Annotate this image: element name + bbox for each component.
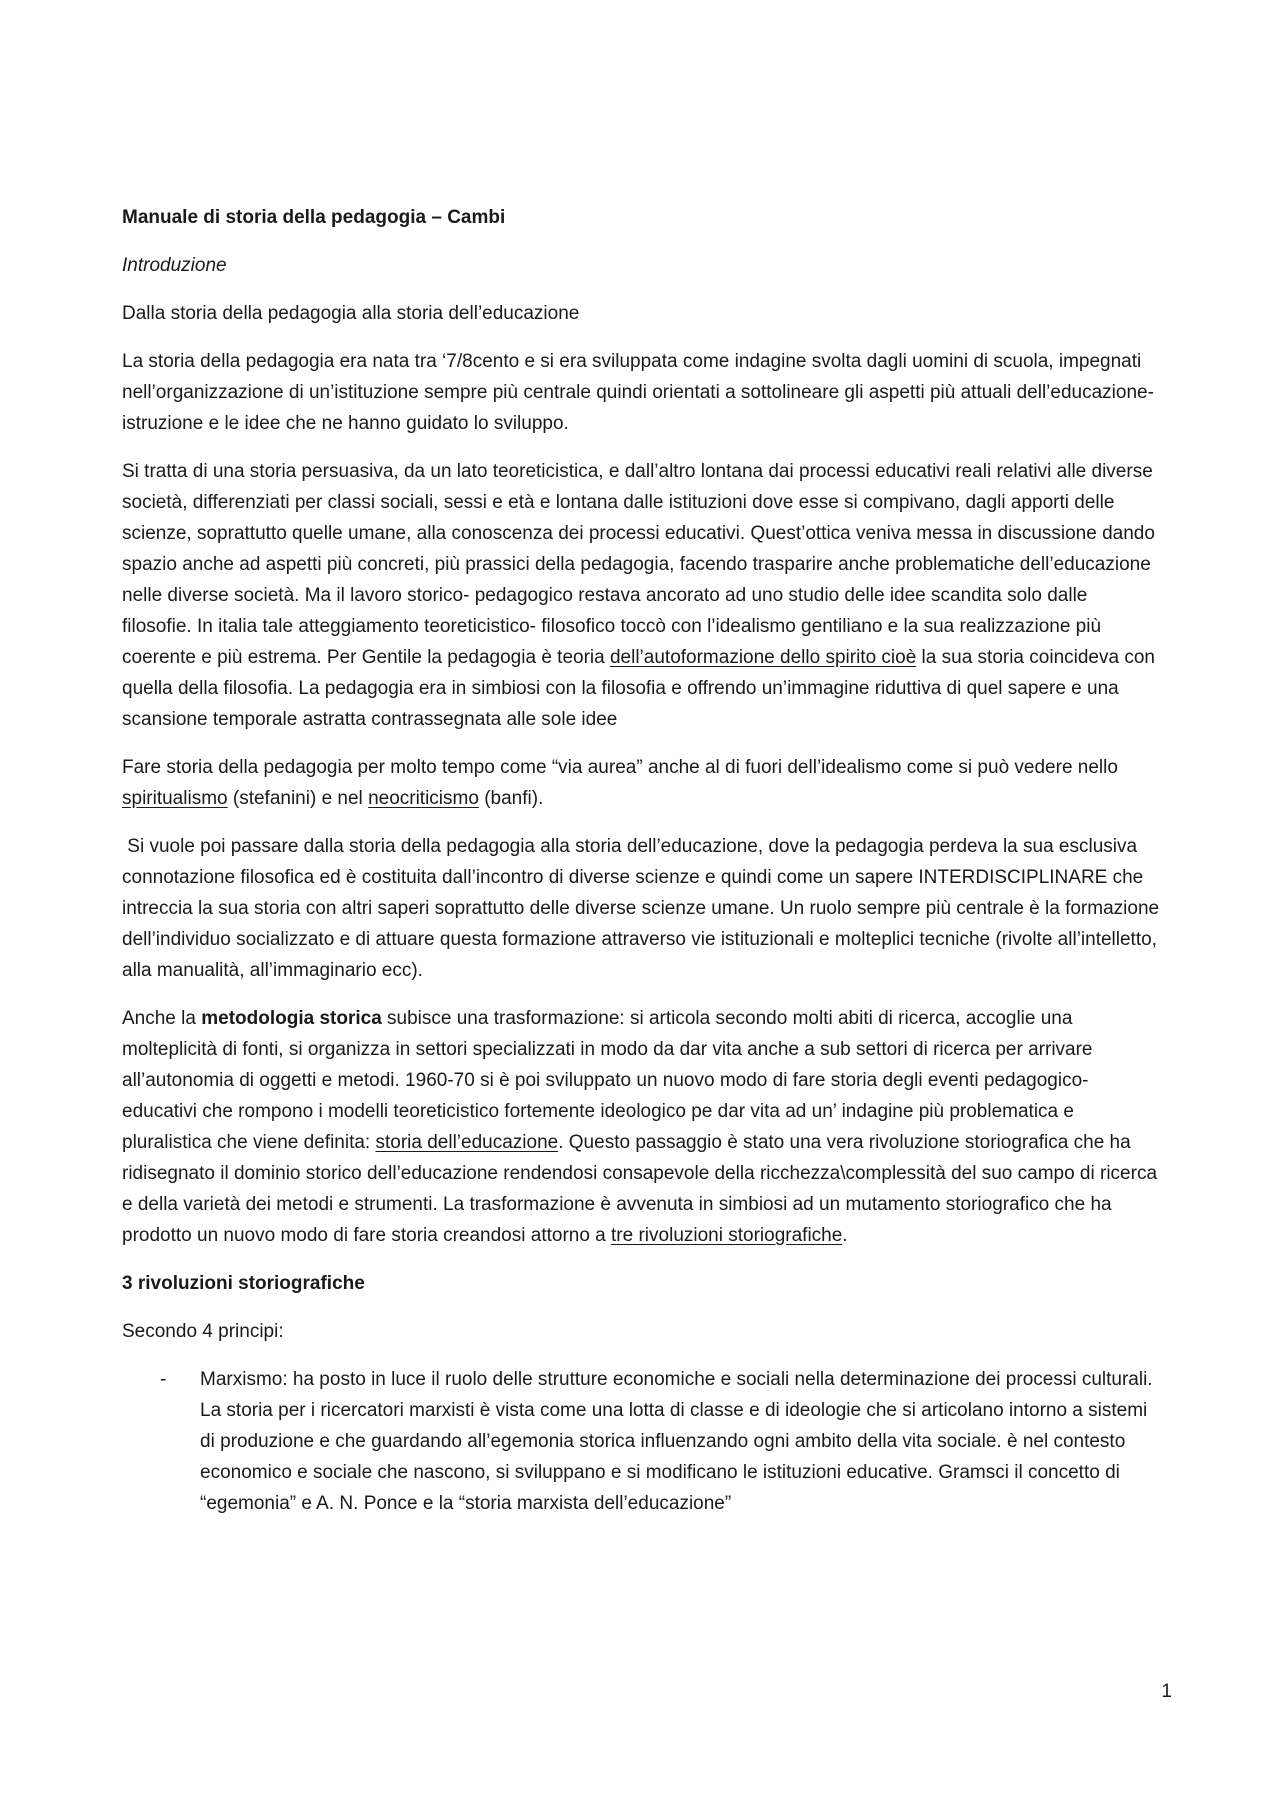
bold-term-metodologia: metodologia storica — [201, 1008, 382, 1029]
document-body — [122, 202, 1165, 1519]
paragraph-2-text-b: la sua storia coincideva con quella della filosofia. La pedagogia era in simbiosi con la filosofia e offrendo un’immagine riduttiva di quel sapere e una scansione temporale astratta contrassegnata alle sole idee — [122, 647, 1155, 730]
paragraph-6: Secondo 4 principi: — [122, 1321, 284, 1342]
paragraph-5-text-d: . — [842, 1225, 848, 1246]
list-item-text: Marxismo: ha posto in luce il ruolo delle strutture economiche e sociali nella determinazione dei processi culturali. La storia per i ricercatori marxisti è vista come una lotta di classe e di ideologie che si articolano intorno a sistemi di produzione e che guardando all’egemonia storica influenzando ogni ambito della vita sociale. è nel contesto economico e sociale che nascono, si sviluppano e si modificano le istituzioni educative. Gramsci il concetto di “egemonia” e A. N. Ponce e la “storia marxista dell’educazione” — [200, 1369, 1153, 1514]
paragraph-1: La storia della pedagogia era nata tra ‘7/8cento e si era sviluppata come indagine svolta dagli uomini di scuola, impegnati nell’organizzazione di un’istituzione sempre più centrale quindi orientati a sottolineare gli aspetti più attuali dell’educazione-istruzione e le idee che ne hanno guidato lo sviluppo. — [122, 351, 1154, 434]
paragraph-3 — [122, 752, 1162, 814]
subheading-rivoluzioni: 3 rivoluzioni storiografiche — [122, 1273, 365, 1294]
paragraph-5-text-a: Anche la — [122, 1008, 202, 1029]
paragraph-4: Si vuole poi passare dalla storia della pedagogia alla storia dell’educazione, dove la pedagogia perdeva la sua esclusiva connotazione filosofica ed è costituita dall’incontro di diverse scienze e quindi come un sapere INTERDISCIPLINARE che intreccia la sua storia con altri saperi soprattutto delle diverse scienze umane. Un ruolo sempre più centrale è la formazione dell’individuo socializzato e di attuare questa formazione attraverso vie istituzionali e molteplici tecniche (rivolte all’intelletto, alla manualità, all’immaginario ecc). — [122, 836, 1165, 981]
underlined-term-storia-educazione: storia dell’educazione — [375, 1132, 559, 1153]
underlined-term-spiritualismo: spiritualismo — [122, 788, 228, 809]
section-heading: Dalla storia della pedagogia alla storia dell’educazione — [122, 303, 580, 324]
underlined-term-autoformazione: dell’autoformazione dello spirito cioè — [609, 647, 917, 668]
underlined-term-neocriticismo: neocriticismo — [368, 788, 479, 809]
list-item — [122, 1364, 1162, 1519]
paragraph-3-text-b: (stefanini) e nel — [227, 788, 369, 809]
page-number: 1 — [1161, 1681, 1172, 1702]
underlined-term-tre-rivoluzioni: tre rivoluzioni storiografiche — [611, 1225, 843, 1246]
paragraph-5-text-b: subisce una trasformazione: si articola secondo molti abiti di ricerca, accoglie una molteplicità di fonti, si organizza in settori specializzati in modo da dar vita anche a sub settori di ricerca per arrivare all’autonomia di oggetti e metodi. 1960-70 si è poi sviluppato un nuovo modo di fare storia degli eventi pedagogico-educativi che rompono i modelli teoreticistico fortemente ideologico pe dar vita ad un’ indagine più problematica e pluralistica che viene definita: — [122, 1008, 1093, 1153]
list-bullet: - — [160, 1369, 167, 1390]
section-label: Introduzione — [122, 255, 227, 276]
paragraph-5-text-c: . Questo passaggio è stato una vera rivoluzione storiografica che ha ridisegnato il dominio storico dell’educazione rendendosi consapevole della ricchezza\complessità del suo campo di ricerca e della varietà dei metodi e strumenti. La trasformazione è avvenuta in simbiosi ad un mutamento storiografico che ha prodotto un nuovo modo di fare storia creandosi attorno a — [122, 1132, 1158, 1246]
paragraph-5 — [122, 1003, 1162, 1251]
document-title: Manuale di storia della pedagogia – Cambi — [122, 207, 506, 228]
paragraph-2-text-a: Si tratta di una storia persuasiva, da un lato teoreticistica, e dall’altro lontana dai processi educativi reali relativi alle diverse società, differenziati per classi sociali, sessi e età e lontana dalle istituzioni dove esse si compivano, dagli apporti delle scienze, soprattutto quelle umane, alla conoscenza dei processi educativi. Quest’ottica veniva messa in discussione dando spazio anche ad aspetti più concreti, più prassici della pedagogia, facendo trasparire anche problematiche dell’educazione nelle diverse società. Ma il lavoro storico- pedagogico restava ancorato ad uno studio delle idee scandita solo dalle filosofie. In italia tale atteggiamento teoreticistico- filosofico toccò con l’idealismo gentiliano e la sua realizzazione più coerente e più estrema. Per Gentile la pedagogia è teoria — [122, 461, 1155, 668]
paragraph-2 — [122, 456, 1162, 735]
paragraph-3-text-c: (banfi). — [478, 788, 544, 809]
paragraph-3-text-a: Fare storia della pedagogia per molto tempo come “via aurea” anche al di fuori dell’idealismo come si può vedere nello — [122, 757, 1118, 778]
principles-list — [122, 1364, 1162, 1519]
